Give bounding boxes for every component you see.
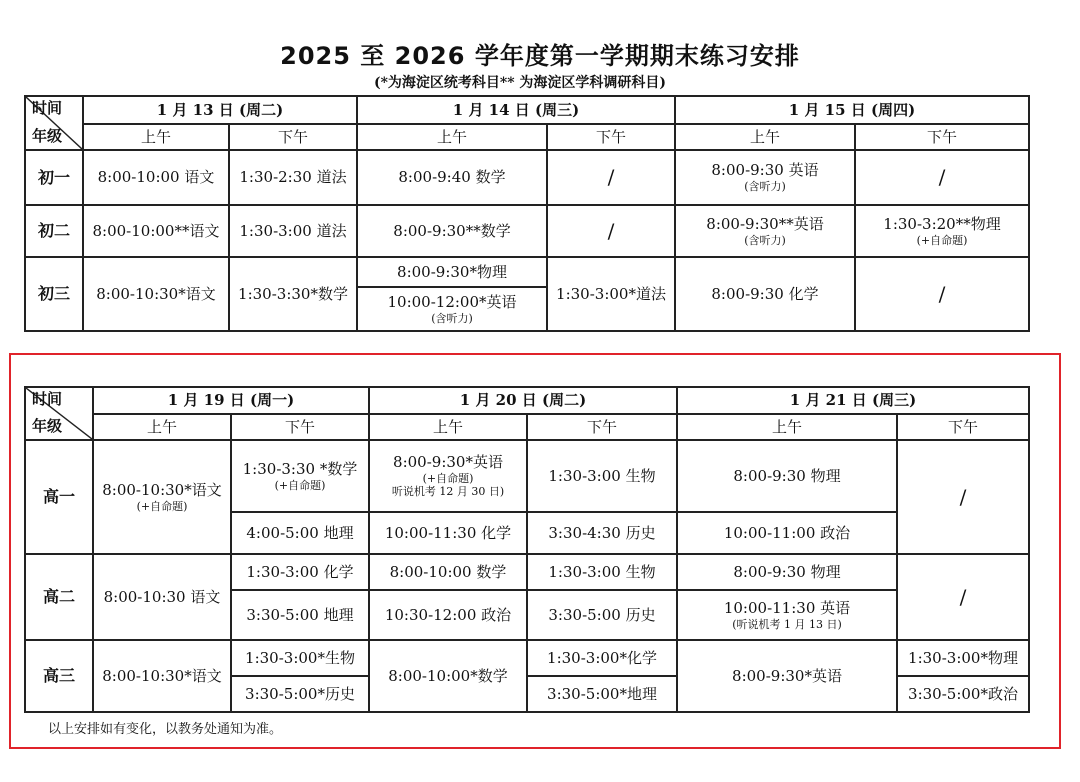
header-grade: 年级 <box>32 417 63 436</box>
day-header: 1 月 21 日 (周三) <box>677 387 1029 414</box>
exam-cell: 8:00-9:40 数学 <box>357 150 547 205</box>
exam-cell: 1:30-3:00 道法 <box>229 205 357 257</box>
exam-cell: 3:30-5:00 地理 <box>231 590 369 640</box>
exam-cell: 8:00-10:00 语文 <box>83 150 229 205</box>
exam-cell: 8:00-9:30*物理 <box>357 257 547 287</box>
exam-text: 8:00-9:30 英语 <box>711 161 819 180</box>
no-exam-slash: / <box>547 150 675 205</box>
exam-cell: 8:00-10:00*数学 <box>369 640 527 712</box>
exam-text: 1:30-3:30 *数学 <box>242 459 358 478</box>
am-header: 上午 <box>675 124 855 150</box>
exam-cell <box>675 150 855 205</box>
exam-cell: 8:00-10:30*语文 <box>93 640 231 712</box>
day-header: 1 月 14 日 (周三) <box>357 96 675 124</box>
no-exam-slash: / <box>897 440 1029 554</box>
pm-header: 下午 <box>231 414 369 440</box>
grade-label: 初三 <box>25 257 83 331</box>
senior-schedule-table <box>24 386 1030 713</box>
exam-cell <box>369 440 527 512</box>
exam-note: (含听力) <box>744 233 786 247</box>
exam-cell: 8:00-10:00 数学 <box>369 554 527 590</box>
exam-cell: 10:00-11:30 化学 <box>369 512 527 554</box>
exam-text: 10:00-11:30 英语 <box>723 598 851 617</box>
grade-label: 高三 <box>25 640 93 712</box>
exam-cell: 3:30-5:00*历史 <box>231 676 369 712</box>
table-row <box>25 257 1029 287</box>
grade-label: 初一 <box>25 150 83 205</box>
corner-header <box>25 387 93 440</box>
exam-cell: 8:00-10:30 语文 <box>93 554 231 640</box>
exam-cell <box>93 440 231 554</box>
exam-cell <box>677 590 897 640</box>
table-row <box>25 440 1029 512</box>
footnote: 以上安排如有变化，以教务处通知为准。 <box>48 722 283 737</box>
table-row <box>25 205 1029 257</box>
grade-label: 初二 <box>25 205 83 257</box>
pm-header: 下午 <box>547 124 675 150</box>
exam-note: 听说机考 12 月 30 日) <box>391 485 505 499</box>
exam-cell: 3:30-5:00 历史 <box>527 590 677 640</box>
header-grade: 年级 <box>32 127 63 146</box>
day-header: 1 月 20 日 (周二) <box>369 387 677 414</box>
junior-schedule-table <box>24 95 1030 332</box>
pm-header: 下午 <box>855 124 1029 150</box>
exam-cell: 8:00-9:30 化学 <box>675 257 855 331</box>
header-time: 时间 <box>32 99 63 117</box>
exam-text: 10:00-12:00*英语 <box>387 292 517 311</box>
exam-cell <box>675 205 855 257</box>
day-header: 1 月 15 日 (周四) <box>675 96 1029 124</box>
am-header: 上午 <box>369 414 527 440</box>
exam-note: (含听力) <box>431 311 473 325</box>
exam-cell: 1:30-3:00*道法 <box>547 257 675 331</box>
grade-label: 高一 <box>25 440 93 554</box>
table-row <box>25 554 1029 590</box>
exam-text: 1:30-3:20**物理 <box>883 214 1001 233</box>
exam-text: 8:00-9:30**英语 <box>706 214 824 233</box>
exam-cell: 8:00-9:30*英语 <box>677 640 897 712</box>
day-header: 1 月 13 日 (周二) <box>83 96 357 124</box>
exam-cell: 1:30-3:00*化学 <box>527 640 677 676</box>
am-header: 上午 <box>357 124 547 150</box>
exam-cell: 3:30-4:30 历史 <box>527 512 677 554</box>
no-exam-slash: / <box>897 554 1029 640</box>
exam-cell <box>855 205 1029 257</box>
pm-header: 下午 <box>527 414 677 440</box>
exam-cell: 1:30-3:00 生物 <box>527 554 677 590</box>
pm-header: 下午 <box>897 414 1029 440</box>
exam-cell: 3:30-5:00*政治 <box>897 676 1029 712</box>
exam-text: 8:00-10:30*语文 <box>102 480 222 499</box>
table-row <box>25 640 1029 676</box>
exam-cell: 1:30-3:00*物理 <box>897 640 1029 676</box>
exam-cell <box>231 440 369 512</box>
pm-header: 下午 <box>229 124 357 150</box>
exam-note: (+自命题) <box>274 478 326 492</box>
exam-cell: 10:30-12:00 政治 <box>369 590 527 640</box>
table-row <box>25 150 1029 205</box>
subtitle-legend: (*为海淀区统考科目** 为海淀区学科调研科目) <box>373 75 667 91</box>
exam-cell: 4:00-5:00 地理 <box>231 512 369 554</box>
exam-cell: 8:00-9:30 物理 <box>677 440 897 512</box>
exam-cell: 8:00-9:30**数学 <box>357 205 547 257</box>
exam-note: (+自命题) <box>916 233 968 247</box>
am-header: 上午 <box>677 414 897 440</box>
no-exam-slash: / <box>855 257 1029 331</box>
no-exam-slash: / <box>547 205 675 257</box>
header-time: 时间 <box>32 390 63 408</box>
exam-cell <box>357 287 547 331</box>
exam-note: (+自命题) <box>422 471 474 485</box>
no-exam-slash: / <box>855 150 1029 205</box>
exam-cell: 1:30-2:30 道法 <box>229 150 357 205</box>
exam-note: (听说机考 1 月 13 日) <box>732 617 842 631</box>
exam-cell: 1:30-3:00 生物 <box>527 440 677 512</box>
exam-text: 8:00-9:30*英语 <box>393 452 503 471</box>
exam-note: (+自命题) <box>136 499 188 513</box>
corner-header <box>25 96 83 150</box>
exam-cell: 8:00-10:30*语文 <box>83 257 229 331</box>
exam-cell: 10:00-11:00 政治 <box>677 512 897 554</box>
exam-cell: 1:30-3:30*数学 <box>229 257 357 331</box>
exam-cell: 8:00-9:30 物理 <box>677 554 897 590</box>
grade-label: 高二 <box>25 554 93 640</box>
am-header: 上午 <box>93 414 231 440</box>
page-title: 2025 至 2026 学年度第一学期期末练习安排 <box>280 42 800 70</box>
exam-cell: 3:30-5:00*地理 <box>527 676 677 712</box>
am-header: 上午 <box>83 124 229 150</box>
exam-cell: 1:30-3:00*生物 <box>231 640 369 676</box>
day-header: 1 月 19 日 (周一) <box>93 387 369 414</box>
exam-note: (含听力) <box>744 180 786 193</box>
exam-cell: 1:30-3:00 化学 <box>231 554 369 590</box>
exam-cell: 8:00-10:00**语文 <box>83 205 229 257</box>
